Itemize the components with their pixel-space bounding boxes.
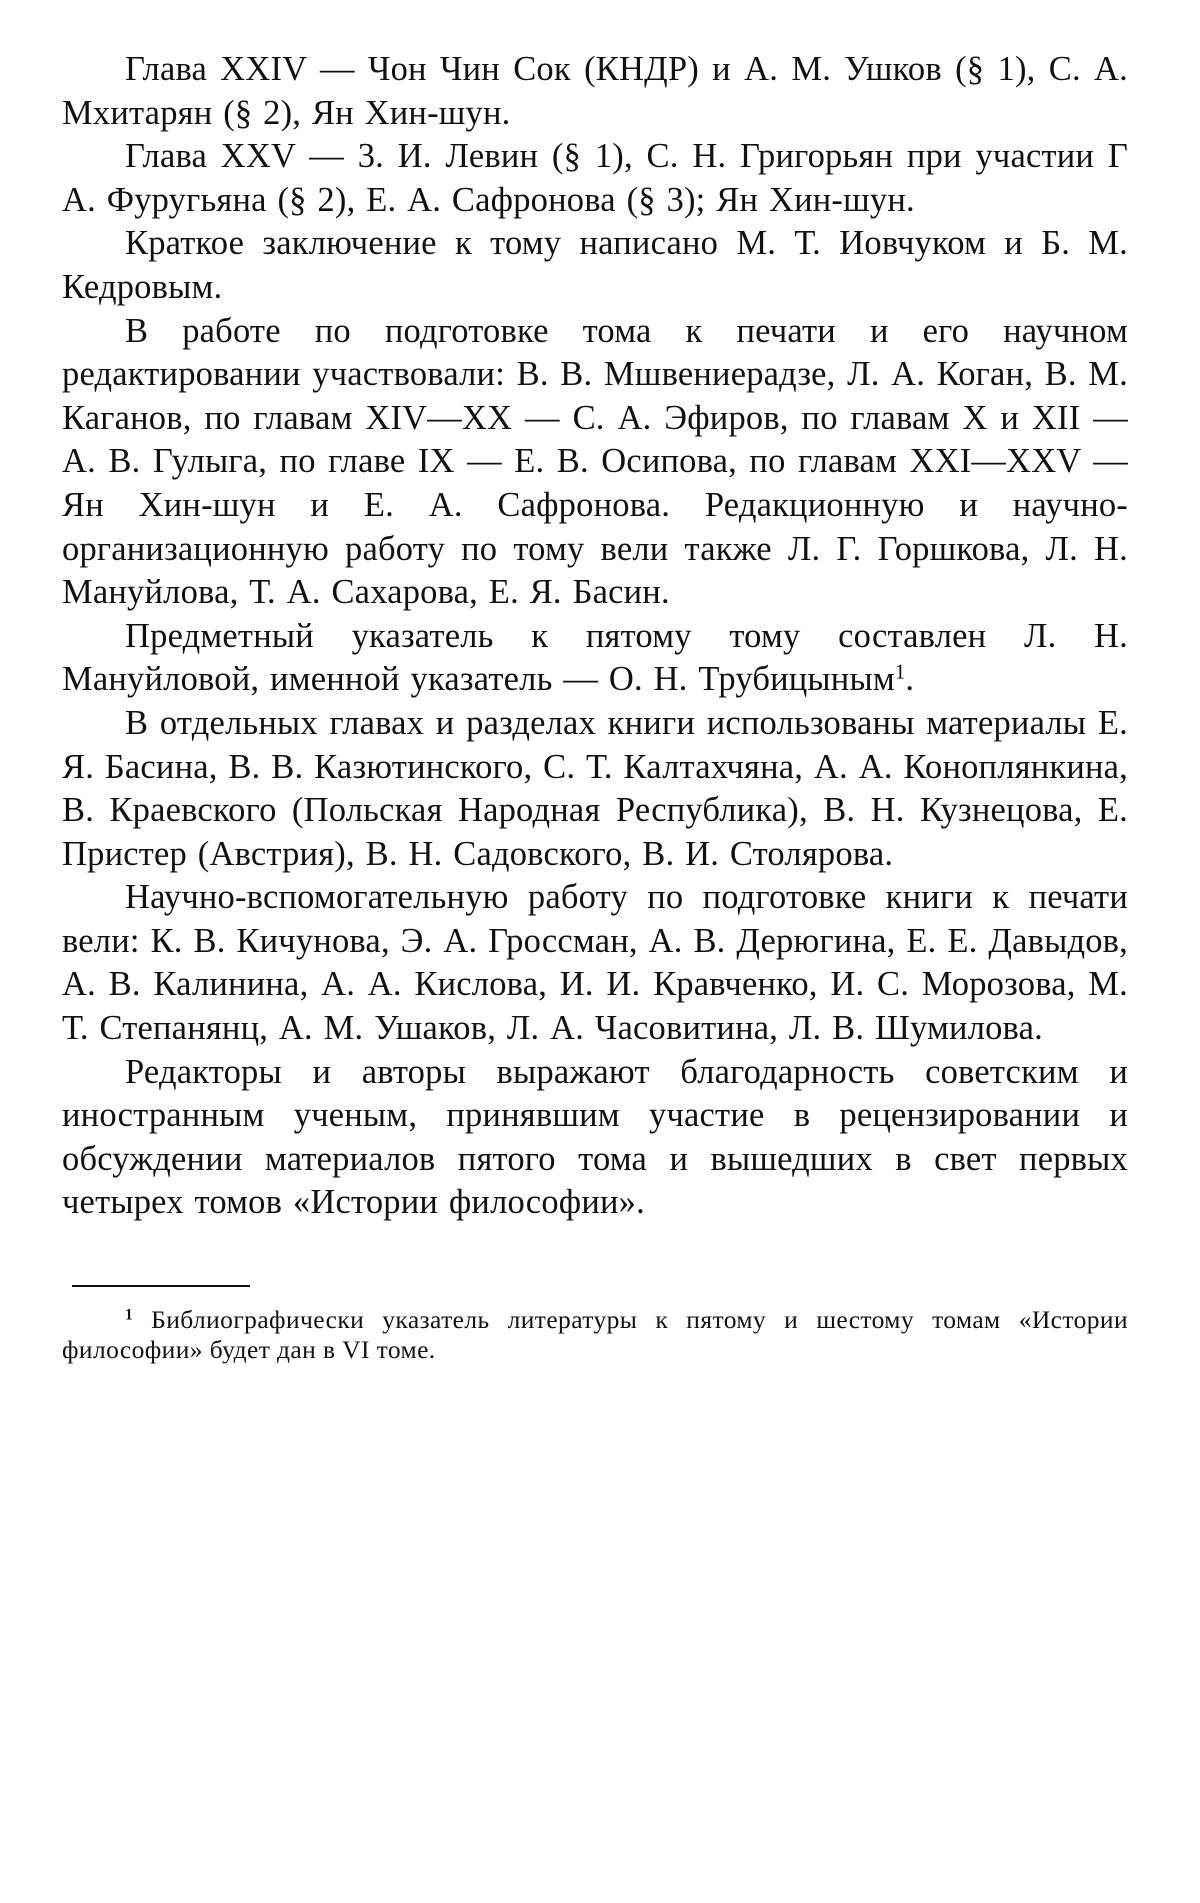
paragraph-index [62,615,1128,702]
paragraph-index-trail: . [905,660,915,699]
footnote-mark: 1 [125,1306,134,1324]
paragraph-chapter-24: Глава XXIV — Чон Чин Сок (КНДР) и А. М. Ушков (§ 1), С. А. Мхитарян (§ 2), Ян Хин-шун. [62,50,1128,132]
paragraph-materials: В отдельных главах и разделах книги использованы материалы Е. Я. Басина, В. В. Казютинского, С. Т. Калтахчяна, А. А. Коноплянкина, В. Краевского (Польская Народная Республика), В. Н. Кузнецова, Е. Пристер (Австрия), В. Н. Садовского, В. И. Столярова. [62,703,1128,873]
paragraph-acknowledgements: Редакторы и авторы выражают благодарность советским и иностранным ученым, принявшим участие в рецензировании и обсуждении материалов пятого тома и вышедших в свет первых четырех томов «Истории философии». [62,1052,1128,1222]
paragraph-editing: В работе по подготовке тома к печати и его научном редактировании участвовали: В. В. Мшвениерадзе, Л. А. Коган, В. М. Каганов, по главам XIV—XX — С. А. Эфиров, по главам X и XII — А. В. Гулыга, по главе IX — Е. В. Осипова, по главам XXI—XXV — Ян Хин-шун и Е. А. Сафронова. Редакционную и научно-организационную работу по тому вели также Л. Г. Горшкова, Л. Н. Мануйлова, Т. А. Сахарова, Е. Я. Басин. [62,311,1128,612]
footnote [62,1305,1128,1365]
footnote-reference[interactable]: 1 [894,661,906,684]
footnote-text: Библиографически указатель литературы к пятому и шестому томам «Истории философии» будет дан в VI томе. [62,1305,1128,1365]
paragraph-index-text: Предметный указатель к пятому тому составлен Л. Н. Мануйловой, именной указатель — О. Н. Трубицыным [62,616,1128,699]
paragraph-conclusion: Краткое заключение к тому написано М. Т. Иовчуком и Б. М. Кедровым. [62,224,1128,306]
paragraph-research-assistance: Научно-вспомогательную работу по подготовке книги к печати вели: К. В. Кичунова, Э. А. Гроссман, А. В. Дерюгина, Е. Е. Давыдов, А. В. Калинина, А. А. Кислова, И. И. Кравченко, И. С. Морозова, М. Т. Степанянц, А. М. Ушаков, Л. А. Часовитина, Л. В. Шумилова. [62,878,1128,1048]
paragraph-chapter-25: Глава XXV — 3. И. Левин (§ 1), С. Н. Григорьян при участии Г А. Фуругьяна (§ 2), Е. А. Сафронова (§ 3); Ян Хин-шун. [62,137,1128,219]
footnote-divider [72,1285,250,1287]
document-page [62,48,1128,1365]
